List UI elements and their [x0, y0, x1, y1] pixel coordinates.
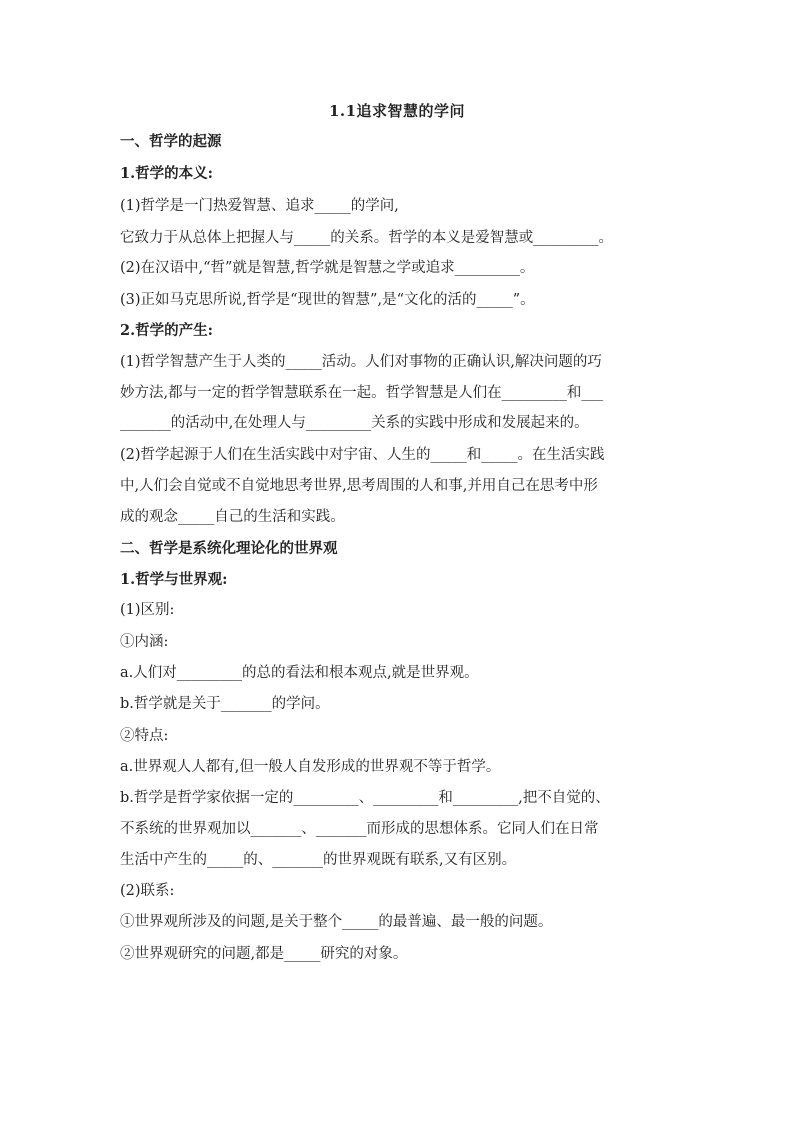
page-title: 1.1追求智慧的学问	[328, 102, 466, 120]
text-line: (2)联系:	[120, 883, 175, 899]
text-line: b.哲学就是关于_______的学问。	[120, 696, 330, 712]
text-line: ①内涵:	[120, 634, 169, 650]
text-line: ②特点:	[120, 728, 169, 744]
text-line: a.人们对_________的总的看法和根本观点,就是世界观。	[120, 665, 479, 681]
text-line: 生活中产生的_____的、_______的世界观既有联系,又有区别。	[120, 852, 517, 868]
text-line: 中,人们会自觉或不自觉地思考世界,思考周围的人和事,并用自己在思考中形	[120, 478, 598, 494]
text-line: _______的活动中,在处理人与_________关系的实践中形成和发展起来的。	[120, 415, 589, 431]
text-line: 成的观念_____自己的生活和实践。	[120, 509, 345, 525]
subsection-heading-2-1: 1.哲学与世界观:	[120, 571, 228, 588]
subsection-heading-1-2: 2.哲学的产生:	[120, 322, 213, 339]
text-line: b.哲学是哲学家依据一定的_________、_________和_________,把不自觉的、	[120, 790, 610, 806]
text-line: (1)区别:	[120, 602, 175, 618]
text-line: (2)哲学起源于人们在生活实践中对宇宙、人生的_____和_____。在生活实践	[120, 447, 605, 463]
text-line: (2)在汉语中,“哲”就是智慧,哲学就是智慧之学或追求_________。	[120, 260, 535, 276]
section-heading-1: 一、哲学的起源	[120, 133, 222, 150]
text-line: (1)哲学智慧产生于人类的_____活动。人们对事物的正确认识,解决问题的巧	[120, 354, 602, 370]
section-heading-2: 二、哲学是系统化理论化的世界观	[120, 540, 338, 557]
text-line: a.世界观人人都有,但一般人自发形成的世界观不等于哲学。	[120, 759, 501, 775]
text-line: ①世界观所涉及的问题,是关于整个_____的最普遍、最一般的问题。	[120, 914, 553, 930]
text-line: (1)哲学是一门热爱智慧、追求_____的学问,	[120, 198, 399, 214]
text-line: 妙方法,都与一定的哲学智慧联系在一起。哲学智慧是人们在_________和___	[120, 385, 604, 401]
text-line: (3)正如马克思所说,哲学是“现世的智慧”,是“文化的活的_____”。	[120, 292, 535, 308]
text-line: ②世界观研究的问题,都是_____研究的对象。	[120, 946, 408, 962]
text-line: 它致力于从总体上把握人与_____的关系。哲学的本义是爱智慧或_________。	[120, 230, 613, 246]
text-line: 不系统的世界观加以_______、_______而形成的思想体系。它同人们在日常	[120, 821, 599, 837]
subsection-heading-1-1: 1.哲学的本义:	[120, 165, 213, 182]
